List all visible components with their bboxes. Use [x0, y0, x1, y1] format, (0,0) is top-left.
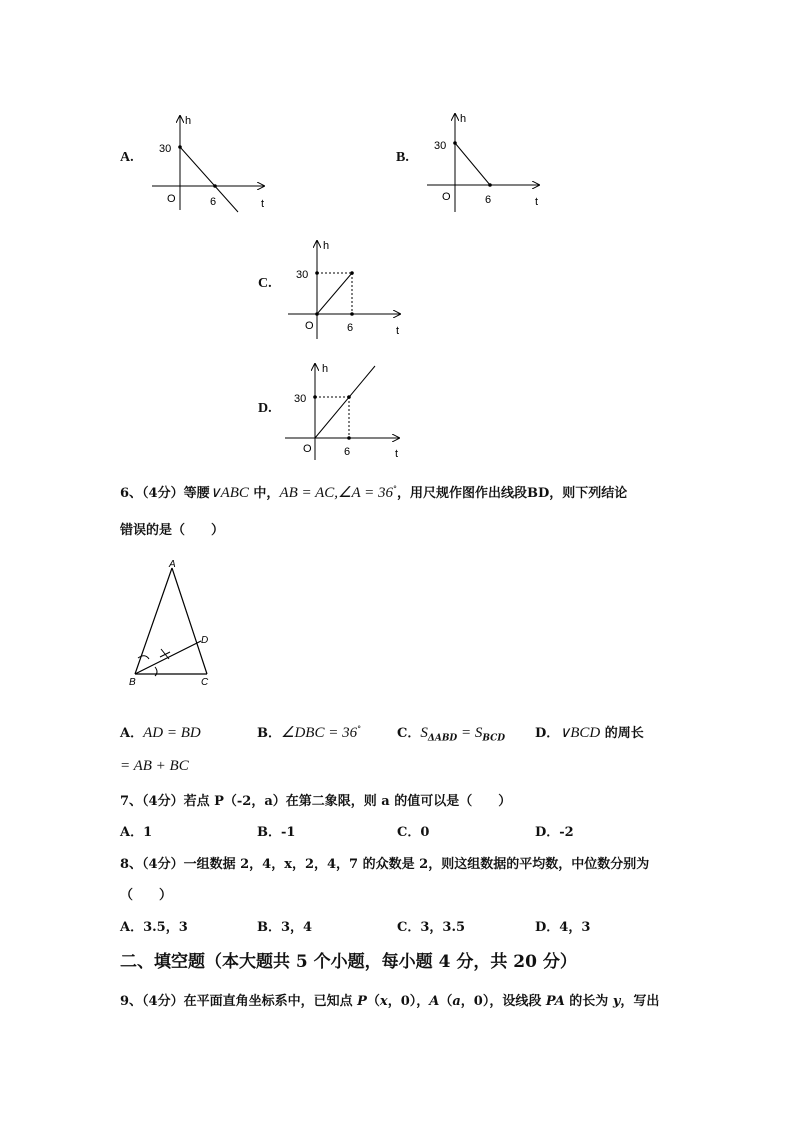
option-c-label: C.: [258, 276, 272, 291]
origin-label: O: [303, 443, 312, 455]
q7-option-c: C．0: [397, 825, 430, 840]
y-tick: 30: [296, 269, 309, 281]
x-axis-label: t: [261, 198, 265, 210]
q6-option-b: B．∠DBC = 36°: [257, 724, 362, 741]
option-b-label: B.: [396, 150, 409, 165]
question-6-line-2: 错误的是（ ）: [120, 523, 225, 538]
section-2-heading: 二、填空题（本大题共 5 个小题，每小题 4 分，共 20 分）: [120, 952, 577, 972]
q6-option-d-continued: = AB + BC: [120, 758, 189, 774]
q6-option-c: C．$S_{\Delta ABD} = S_{BCD}$: [397, 725, 506, 744]
y-axis-label: h: [322, 363, 329, 375]
q7-option-a: A．1: [120, 825, 153, 840]
triangle-figure: [125, 555, 225, 690]
graph-line: [455, 143, 490, 185]
graph-b: [425, 110, 550, 215]
origin-label: O: [305, 320, 314, 332]
origin-label: O: [442, 191, 451, 203]
option-d-label: D.: [258, 401, 272, 416]
q7-option-b: B．-1: [257, 825, 296, 840]
triangle-abc: ∨ABC: [209, 485, 249, 501]
question-6-line-1: 6、（4分）等腰∨ABC 中，AB = AC,∠A = 36°，用尺规作图作出线段BD，则下列结论: [120, 484, 628, 501]
graph-c: [288, 237, 413, 342]
y-tick: 30: [294, 393, 307, 405]
q6-option-d: D．∨BCD 的周长: [535, 725, 644, 741]
y-axis-label: h: [460, 113, 467, 125]
question-8-line-2: （ ）: [120, 888, 173, 903]
x-tick: 6: [344, 446, 351, 458]
y-tick: 30: [159, 143, 172, 155]
y-axis-label: h: [323, 240, 330, 252]
x-tick: 6: [485, 194, 492, 206]
q6-option-a: A．AD = BD: [120, 725, 201, 741]
origin-label: O: [167, 193, 176, 205]
x-axis-label: t: [395, 448, 399, 460]
x-tick: 6: [347, 322, 354, 334]
x-axis-label: t: [535, 196, 539, 208]
q8-option-c: C．3，3.5: [397, 920, 466, 935]
question-9: 9、（4分）在平面直角坐标系中，已知点 P（x，0），A（a，0），设线段 PA 的长为 y，写出: [120, 994, 660, 1009]
condition-math: AB = AC,∠A = 36: [279, 485, 393, 501]
graph-a: [150, 110, 275, 215]
option-a-label: A.: [120, 150, 134, 165]
x-axis-label: t: [396, 325, 400, 337]
graph-d: [285, 360, 410, 465]
y-tick: 30: [434, 140, 447, 152]
question-8-line-1: 8、（4分）一组数据 2，4，x，2，4，7 的众数是 2，则这组数据的平均数，中位数分别为: [120, 857, 650, 872]
graph-line: [317, 273, 352, 314]
y-axis-label: h: [185, 115, 192, 127]
graph-line: [315, 366, 375, 438]
graph-line: [180, 147, 238, 212]
vertex-c: C: [201, 677, 209, 688]
q7-option-d: D．-2: [535, 825, 574, 840]
vertex-b: B: [129, 677, 136, 688]
x-tick: 6: [210, 196, 217, 208]
vertex-a: A: [169, 559, 176, 570]
q8-option-a: A．3.5，3: [120, 920, 188, 935]
q8-option-b: B．3，4: [257, 920, 313, 935]
question-7: 7、（4分）若点 P（-2，a）在第二象限，则 a 的值可以是（ ）: [120, 794, 512, 809]
q8-option-d: D．4，3: [535, 920, 591, 935]
vertex-d: D: [201, 635, 209, 646]
